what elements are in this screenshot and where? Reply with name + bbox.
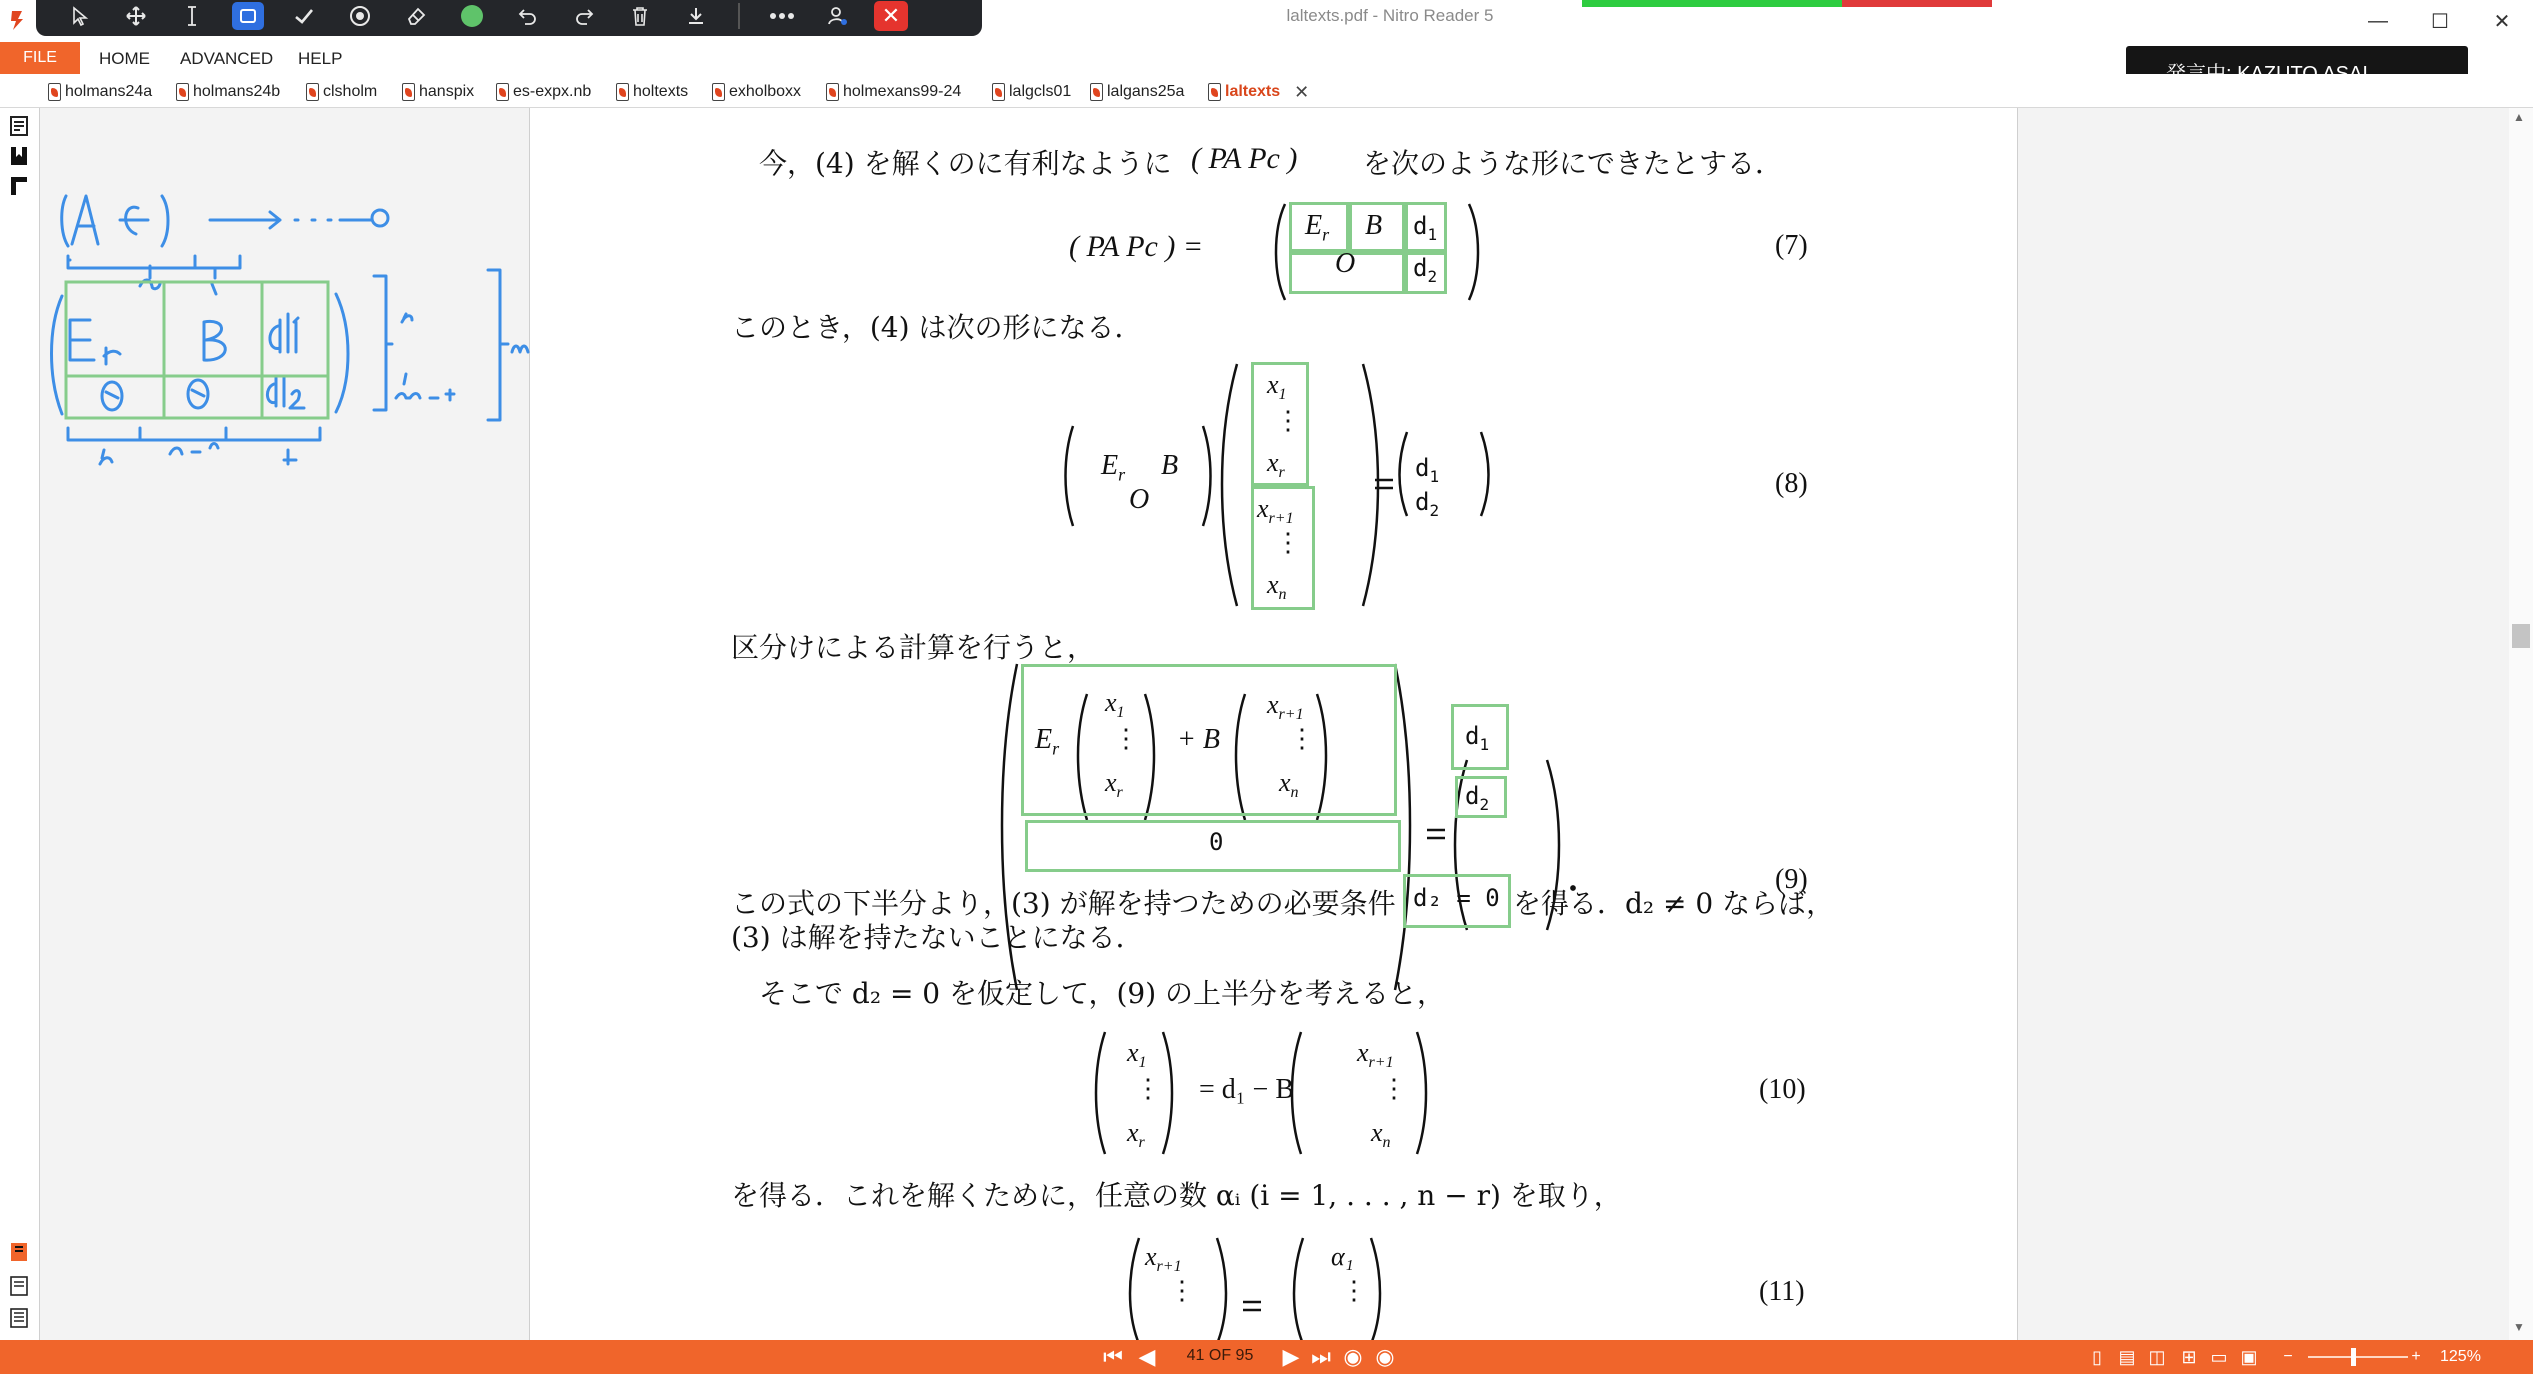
doc-tab-label: lalgans25a xyxy=(1107,83,1185,100)
eq11-vdots-2: ⋮ xyxy=(1341,1276,1367,1305)
eq7-B: B xyxy=(1365,210,1383,241)
paragraph-line-4: この式の下半分より，(3) が解を持つための必要条件 xyxy=(731,887,1396,920)
eq9-plus-B: + B xyxy=(1177,724,1220,755)
doc-tab-label: holmexans99-24 xyxy=(843,83,962,100)
scroll-up-icon[interactable]: ▲ xyxy=(2513,110,2525,124)
eq9-d1: $d_1$ xyxy=(1465,722,1490,754)
pdf-file-icon xyxy=(1090,83,1103,101)
paragraph-line-4-end: を得る．d₂ ≠ 0 ならば， xyxy=(1513,887,1835,920)
window-controls xyxy=(2347,0,2533,42)
nitro-logo-icon xyxy=(8,9,26,31)
pdf-page xyxy=(531,108,2017,1340)
equation-number-9: (9) xyxy=(1775,864,1808,895)
doc-tab-holtexts[interactable] xyxy=(616,78,688,106)
doc-tab-label: holtexts xyxy=(633,83,689,100)
page-indicator[interactable]: 41 OF 95 xyxy=(1186,1347,1254,1364)
select-arrow-icon[interactable] xyxy=(52,0,108,33)
pdf-file-icon xyxy=(176,83,189,101)
paragraph-line-1: 今，(4) を解くのに有利なように xyxy=(759,147,1172,180)
eq8-O: O xyxy=(1129,484,1150,515)
pdf-file-icon xyxy=(1208,83,1221,101)
layers-panel-icon[interactable] xyxy=(8,1274,30,1298)
eq8-brackets xyxy=(1061,356,1741,616)
close-toolbar-button[interactable] xyxy=(874,1,908,31)
pdf-file-icon xyxy=(496,83,509,101)
eq9-xr1: $x_{r+1}$ xyxy=(1267,690,1304,724)
bookmarks-panel-icon[interactable] xyxy=(8,144,30,168)
annotation-toolbar xyxy=(36,0,982,36)
check-icon[interactable] xyxy=(276,0,332,33)
eq7-d1: $d_1$ xyxy=(1413,212,1438,244)
eq10-xr: $x_r$ xyxy=(1127,1118,1145,1152)
pdf-file-icon xyxy=(48,83,61,101)
eq8-x1: $x_1$ xyxy=(1267,370,1287,404)
eq9-d2: $d_2$ xyxy=(1465,782,1490,814)
doc-tab-label: exholboxx xyxy=(729,83,802,100)
eq11-alpha1: α₁ xyxy=(1331,1242,1354,1271)
comments-panel-icon[interactable] xyxy=(8,174,30,198)
previous-page-icon[interactable]: ◀ xyxy=(1138,1344,1156,1369)
minimize-button[interactable]: — xyxy=(2368,9,2388,32)
doc-tab-exholboxx[interactable] xyxy=(712,78,801,106)
undo-icon[interactable] xyxy=(500,0,556,33)
eq9-xr: $x_r$ xyxy=(1105,768,1123,802)
paragraph-line-2: このとき，(4) は次の形になる． xyxy=(731,311,1143,344)
eq8-d2: $d_2$ xyxy=(1415,488,1440,520)
menu-file[interactable]: FILE xyxy=(0,42,80,74)
single-page-view-icon[interactable]: ▯ xyxy=(2092,1346,2102,1367)
eq9-x1: $x_1$ xyxy=(1105,688,1125,722)
move-cross-icon[interactable] xyxy=(108,0,164,33)
paragraph-line-1-end: を次のような形にできたとする． xyxy=(1363,147,1784,180)
pages-panel-icon[interactable] xyxy=(8,114,30,138)
doc-tab-lalgcls01[interactable] xyxy=(992,78,1071,106)
pdf-file-icon xyxy=(616,83,629,101)
text-cursor-icon[interactable] xyxy=(164,0,220,33)
window-title: laltexts.pdf - Nitro Reader 5 xyxy=(1286,6,1494,25)
doc-tab-clsholm[interactable] xyxy=(306,78,377,106)
scroll-down-icon[interactable]: ▼ xyxy=(2513,1320,2525,1334)
eq7-d2: $d_2$ xyxy=(1413,254,1438,286)
target-icon[interactable] xyxy=(332,0,388,33)
doc-tab-label: lalgcls01 xyxy=(1009,83,1072,100)
pdf-file-icon xyxy=(992,83,1005,101)
condition-d2-eq-0: d₂ = 0 xyxy=(1413,884,1500,912)
next-page-icon[interactable]: ▶ xyxy=(1282,1344,1300,1369)
doc-tab-label: es-expx.nb xyxy=(513,83,592,100)
eq8-vdots-2: ⋮ xyxy=(1275,528,1301,557)
doc-tab-label: laltexts xyxy=(1225,83,1281,100)
previous-view-icon[interactable]: ◉ xyxy=(1343,1344,1363,1369)
continuous-view-icon[interactable]: ▤ xyxy=(2118,1346,2136,1367)
fit-width-icon[interactable]: ▭ xyxy=(2210,1346,2228,1367)
close-window-button[interactable]: ✕ xyxy=(2493,10,2511,33)
zoom-out-icon[interactable]: − xyxy=(2283,1348,2293,1365)
maximize-button[interactable]: ☐ xyxy=(2431,10,2449,33)
equation-number-8: (8) xyxy=(1775,468,1808,499)
recording-indicator xyxy=(1582,0,1992,7)
eq10-xn: $x_n$ xyxy=(1371,1118,1391,1152)
eq7-Er: $E_r$ xyxy=(1305,210,1330,245)
eq9-Er: $E_r$ xyxy=(1035,724,1060,759)
eq10-vdots-2: ⋮ xyxy=(1381,1074,1407,1103)
doc-tab-label: holmans24a xyxy=(65,83,153,100)
eq9-xn: $x_n$ xyxy=(1279,768,1299,802)
output-panel-icon[interactable] xyxy=(8,1306,30,1330)
equation-number-7: (7) xyxy=(1775,230,1808,261)
vertical-scrollbar[interactable] xyxy=(2509,108,2533,1340)
eq10-vdots: ⋮ xyxy=(1135,1074,1161,1103)
eq7-O: O xyxy=(1335,248,1356,279)
toolbar-separator xyxy=(738,3,740,29)
eq9-vdots-2: ⋮ xyxy=(1289,724,1315,753)
doc-tab-laltexts[interactable] xyxy=(1208,78,1309,106)
doc-tab-holmexans99-24[interactable] xyxy=(826,78,961,106)
eq11-vdots: ⋮ xyxy=(1169,1276,1195,1305)
paragraph-line-3: 区分けによる計算を行うと， xyxy=(731,631,1096,664)
menu-help[interactable]: HELP xyxy=(298,49,343,68)
menu-advanced[interactable]: ADVANCED xyxy=(180,49,274,68)
left-sidebar-strip xyxy=(0,108,40,1340)
eq7-lhs: ( PA Pc ) = xyxy=(1069,230,1204,263)
tab-close-icon[interactable]: ✕ xyxy=(1294,81,1310,102)
handwritten-notes xyxy=(40,108,530,508)
doc-tab-hanspix[interactable] xyxy=(402,78,474,106)
next-view-icon[interactable]: ◉ xyxy=(1375,1344,1395,1369)
paragraph-line-6: そこで d₂ = 0 を仮定して，(9) の上半分を考えると， xyxy=(759,977,1446,1010)
pdf-file-icon xyxy=(306,83,319,101)
eq8-d1: $d_1$ xyxy=(1415,454,1440,486)
trash-icon[interactable] xyxy=(612,0,668,33)
user-settings-icon[interactable] xyxy=(810,0,866,33)
doc-tab-holmans24b[interactable] xyxy=(176,78,280,106)
more-icon[interactable] xyxy=(754,0,810,33)
eq8-xn: $x_n$ xyxy=(1267,570,1287,604)
pdf-file-icon xyxy=(402,83,415,101)
left-margin-pane xyxy=(40,108,530,1340)
pdf-file-icon xyxy=(712,83,725,101)
facing-view-icon[interactable]: ◫ xyxy=(2148,1346,2166,1367)
right-margin-pane xyxy=(2017,108,2509,1340)
paragraph-line-7: を得る．これを解くために，任意の数 αᵢ (i = 1, . . . , n − r) を取り， xyxy=(731,1179,1622,1212)
doc-tab-lalgans25a[interactable] xyxy=(1090,78,1184,106)
fit-page-icon[interactable]: ▣ xyxy=(2240,1346,2258,1367)
eq9-zero: 0 xyxy=(1209,828,1224,856)
last-page-icon[interactable]: ⏭ xyxy=(1311,1344,1331,1369)
doc-tab-label: clsholm xyxy=(323,83,378,100)
eq9-vdots: ⋮ xyxy=(1113,724,1139,753)
eq8-Er: $E_r$ xyxy=(1101,450,1126,485)
eq10-x1: $x_1$ xyxy=(1127,1038,1147,1072)
eq10-mid: = d₁ − B xyxy=(1199,1074,1295,1105)
eq8-xr: $x_r$ xyxy=(1267,448,1285,482)
equation-number-11: (11) xyxy=(1759,1276,1805,1307)
eq8-xr1: $x_{r+1}$ xyxy=(1257,494,1294,528)
zoom-in-icon[interactable]: + xyxy=(2411,1348,2421,1365)
close-icon: ✕ xyxy=(881,3,901,28)
eq8-B: B xyxy=(1161,450,1179,481)
rectangle-icon[interactable] xyxy=(220,0,276,33)
doc-tab-label: hanspix xyxy=(419,83,475,100)
eq10-xr1: $x_{r+1}$ xyxy=(1357,1038,1394,1072)
menu-home[interactable]: HOME xyxy=(99,49,150,68)
paragraph-line-5: (3) は解を持たないことになる． xyxy=(731,921,1144,954)
inline-math-PA-Pc: ( PA Pc ) xyxy=(1191,142,1298,175)
zoom-slider-thumb[interactable] xyxy=(2351,1348,2356,1366)
redo-icon[interactable] xyxy=(556,0,612,33)
scrollbar-thumb[interactable] xyxy=(2512,624,2530,648)
eq8-vdots: ⋮ xyxy=(1275,406,1301,435)
zoom-level[interactable]: 125% xyxy=(2440,1348,2481,1365)
download-icon[interactable] xyxy=(668,0,724,33)
pdf-file-icon xyxy=(826,83,839,101)
eraser-icon[interactable] xyxy=(388,0,444,33)
first-page-icon[interactable]: ⏮ xyxy=(1103,1344,1123,1369)
doc-tab-es-expx[interactable] xyxy=(496,78,591,106)
eq11-xr1: $x_{r+1}$ xyxy=(1145,1242,1182,1276)
green-dot-icon[interactable] xyxy=(444,0,500,33)
doc-tab-holmans24a[interactable] xyxy=(48,78,152,106)
facing-continuous-view-icon[interactable]: ⊞ xyxy=(2181,1346,2197,1367)
equation-number-10: (10) xyxy=(1759,1074,1806,1105)
doc-tab-label: holmans24b xyxy=(193,83,281,100)
attachments-panel-icon[interactable] xyxy=(8,1240,30,1264)
zoom-slider[interactable] xyxy=(2308,1356,2408,1358)
